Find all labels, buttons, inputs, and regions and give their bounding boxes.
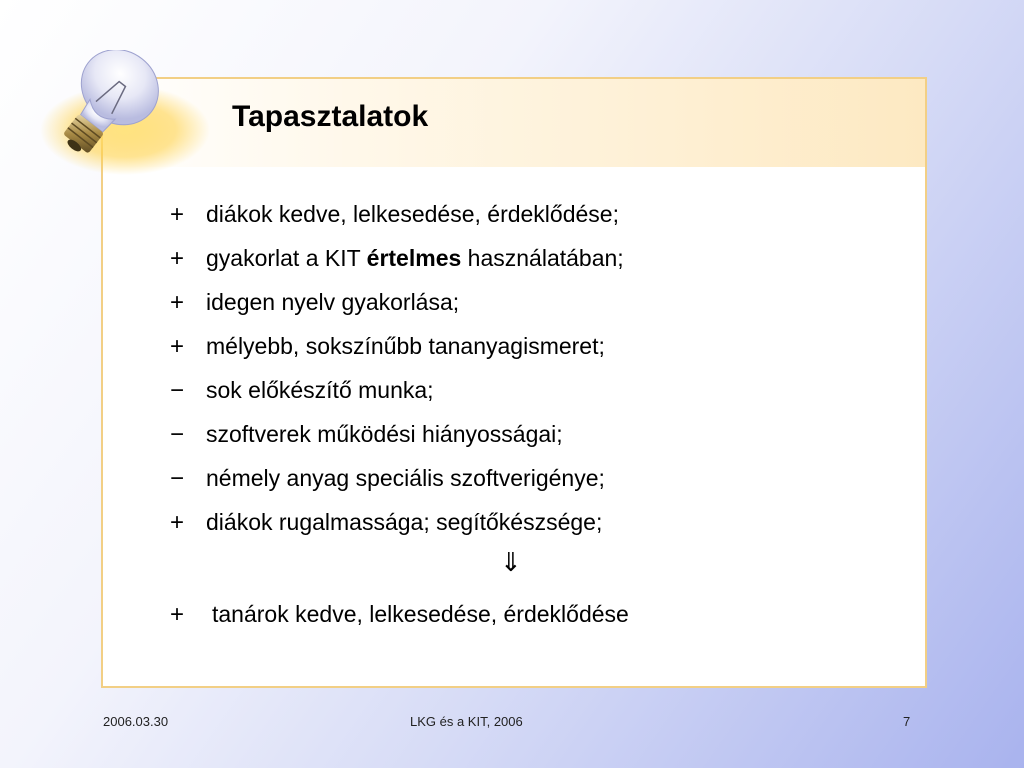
- conclusion-item: [170, 596, 629, 633]
- bullet-text: némely anyag speciális szoftverigénye;: [206, 465, 605, 491]
- plus-icon: +: [170, 601, 185, 628]
- bullet-text-tail: használatában;: [461, 245, 624, 271]
- bullet-text: diákok kedve, lelkesedése, érdeklődése;: [206, 201, 619, 227]
- bullet-text: gyakorlat a KIT: [206, 245, 367, 271]
- conclusion-text: tanárok kedve, lelkesedése, érdeklődése: [212, 601, 629, 627]
- footer-date: 2006.03.30: [103, 714, 169, 729]
- bullet-text: idegen nyelv gyakorlása;: [206, 289, 460, 315]
- slide-title: Tapasztalatok: [232, 100, 429, 133]
- plus-icon: +: [170, 245, 185, 272]
- list-item: [170, 372, 624, 416]
- bullet-text: sok előkészítő munka;: [206, 377, 434, 403]
- list-item: [170, 328, 624, 372]
- minus-icon: −: [170, 421, 185, 448]
- list-item: [170, 504, 624, 548]
- plus-icon: +: [170, 289, 185, 316]
- list-item: [170, 416, 624, 460]
- list-item: [170, 284, 624, 328]
- bullet-text: szoftverek működési hiányosságai;: [206, 421, 563, 447]
- page-number: 7: [903, 714, 911, 729]
- list-item: [170, 196, 624, 240]
- plus-icon: +: [170, 201, 185, 228]
- light-bulb-icon: [40, 50, 230, 180]
- plus-icon: +: [170, 333, 185, 360]
- minus-icon: −: [170, 465, 185, 492]
- minus-icon: −: [170, 377, 185, 404]
- double-down-arrow-icon: ⇓: [500, 548, 522, 578]
- footer-title: LKG és a KIT, 2006: [410, 714, 523, 729]
- list-item: [170, 240, 624, 284]
- bullet-list: [170, 196, 624, 548]
- plus-icon: +: [170, 509, 185, 536]
- bullet-emphasis: értelmes: [366, 245, 462, 271]
- bullet-text: diákok rugalmassága; segítőkészsége;: [206, 509, 603, 535]
- bullet-text: mélyebb, sokszínűbb tananyagismeret;: [206, 333, 605, 359]
- list-item: [170, 460, 624, 504]
